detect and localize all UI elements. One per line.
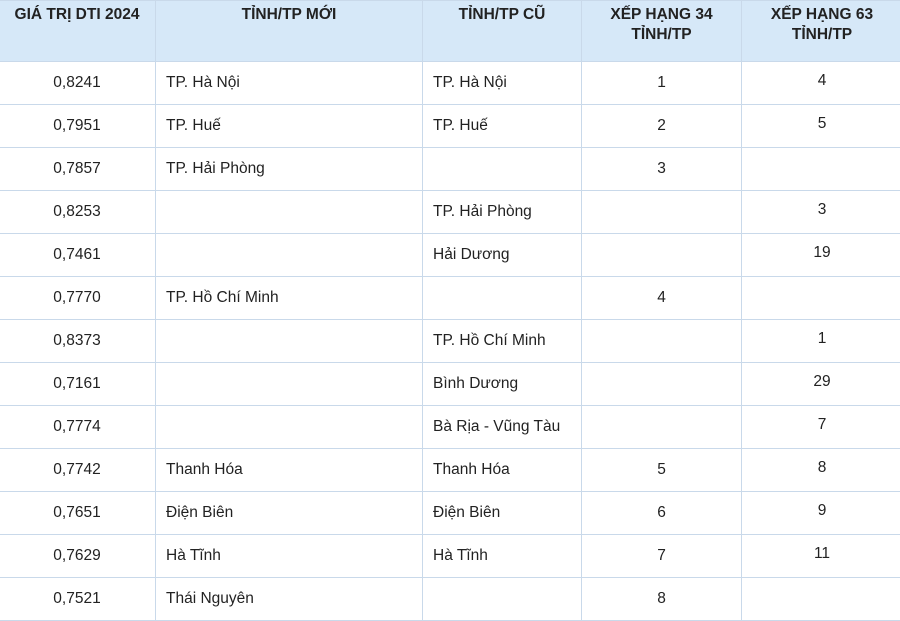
dti-cell: 0,7774 <box>0 406 156 449</box>
table-row <box>0 406 900 449</box>
header-new-province: TỈNH/TP MỚI <box>156 1 423 62</box>
rank-63-cell <box>742 277 900 320</box>
dti-cell: 0,8241 <box>0 62 156 105</box>
old-province-cell: Hải Dương <box>423 234 582 277</box>
table-row <box>0 105 900 148</box>
table-row <box>0 191 900 234</box>
new-province-cell: TP. Hà Nội <box>156 62 423 105</box>
rank-63-cell: 4 <box>742 62 900 105</box>
new-province-cell <box>156 363 423 406</box>
dti-cell: 0,7857 <box>0 148 156 191</box>
rank-63-cell: 7 <box>742 406 900 449</box>
table-row <box>0 535 900 578</box>
table-row <box>0 62 900 105</box>
new-province-cell: Thanh Hóa <box>156 449 423 492</box>
header-old-province: TỈNH/TP CŨ <box>423 1 582 62</box>
old-province-cell: TP. Hồ Chí Minh <box>423 320 582 363</box>
new-province-cell <box>156 191 423 234</box>
rank-34-cell <box>582 191 742 234</box>
rank-63-cell: 1 <box>742 320 900 363</box>
rank-34-cell <box>582 406 742 449</box>
dti-cell: 0,8253 <box>0 191 156 234</box>
new-province-cell <box>156 234 423 277</box>
rank-34-cell: 5 <box>582 449 742 492</box>
header-rank-34: XẾP HẠNG 34 TỈNH/TP <box>582 1 742 62</box>
old-province-cell: Bình Dương <box>423 363 582 406</box>
dti-cell: 0,7629 <box>0 535 156 578</box>
new-province-cell <box>156 320 423 363</box>
table-header <box>0 1 900 62</box>
old-province-cell <box>423 277 582 320</box>
rank-63-cell: 5 <box>742 105 900 148</box>
table-row <box>0 363 900 406</box>
rank-63-cell <box>742 148 900 191</box>
header-row <box>0 1 900 62</box>
new-province-cell: Hà Tĩnh <box>156 535 423 578</box>
dti-cell: 0,7461 <box>0 234 156 277</box>
table-row <box>0 320 900 363</box>
new-province-cell: TP. Hải Phòng <box>156 148 423 191</box>
dti-cell: 0,7651 <box>0 492 156 535</box>
new-province-cell: TP. Hồ Chí Minh <box>156 277 423 320</box>
old-province-cell: TP. Huế <box>423 105 582 148</box>
old-province-cell <box>423 578 582 621</box>
old-province-cell: Bà Rịa - Vũng Tàu <box>423 406 582 449</box>
table-row <box>0 578 900 621</box>
new-province-cell: Thái Nguyên <box>156 578 423 621</box>
rank-34-cell: 4 <box>582 277 742 320</box>
dti-cell: 0,7161 <box>0 363 156 406</box>
new-province-cell: Điện Biên <box>156 492 423 535</box>
rank-34-cell: 8 <box>582 578 742 621</box>
old-province-cell: Hà Tĩnh <box>423 535 582 578</box>
new-province-cell: TP. Huế <box>156 105 423 148</box>
dti-cell: 0,7742 <box>0 449 156 492</box>
new-province-cell <box>156 406 423 449</box>
rank-63-cell: 19 <box>742 234 900 277</box>
table-body <box>0 62 900 621</box>
old-province-cell: TP. Hà Nội <box>423 62 582 105</box>
rank-34-cell <box>582 320 742 363</box>
rank-63-cell: 29 <box>742 363 900 406</box>
rank-63-cell: 9 <box>742 492 900 535</box>
header-dti: GIÁ TRỊ DTI 2024 <box>0 1 156 62</box>
rank-34-cell: 3 <box>582 148 742 191</box>
rank-34-cell <box>582 363 742 406</box>
table-row <box>0 234 900 277</box>
rank-34-cell: 1 <box>582 62 742 105</box>
old-province-cell: TP. Hải Phòng <box>423 191 582 234</box>
dti-cell: 0,7770 <box>0 277 156 320</box>
table-row <box>0 449 900 492</box>
rank-34-cell: 7 <box>582 535 742 578</box>
rank-63-cell: 3 <box>742 191 900 234</box>
header-rank-63: XẾP HẠNG 63 TỈNH/TP <box>742 1 900 62</box>
rank-63-cell: 8 <box>742 449 900 492</box>
rank-63-cell <box>742 578 900 621</box>
rank-34-cell <box>582 234 742 277</box>
rank-34-cell: 2 <box>582 105 742 148</box>
old-province-cell: Điện Biên <box>423 492 582 535</box>
table-row <box>0 277 900 320</box>
dti-cell: 0,8373 <box>0 320 156 363</box>
table-row <box>0 148 900 191</box>
dti-cell: 0,7951 <box>0 105 156 148</box>
rank-63-cell: 11 <box>742 535 900 578</box>
rank-34-cell: 6 <box>582 492 742 535</box>
old-province-cell <box>423 148 582 191</box>
dti-cell: 0,7521 <box>0 578 156 621</box>
old-province-cell: Thanh Hóa <box>423 449 582 492</box>
table-row <box>0 492 900 535</box>
